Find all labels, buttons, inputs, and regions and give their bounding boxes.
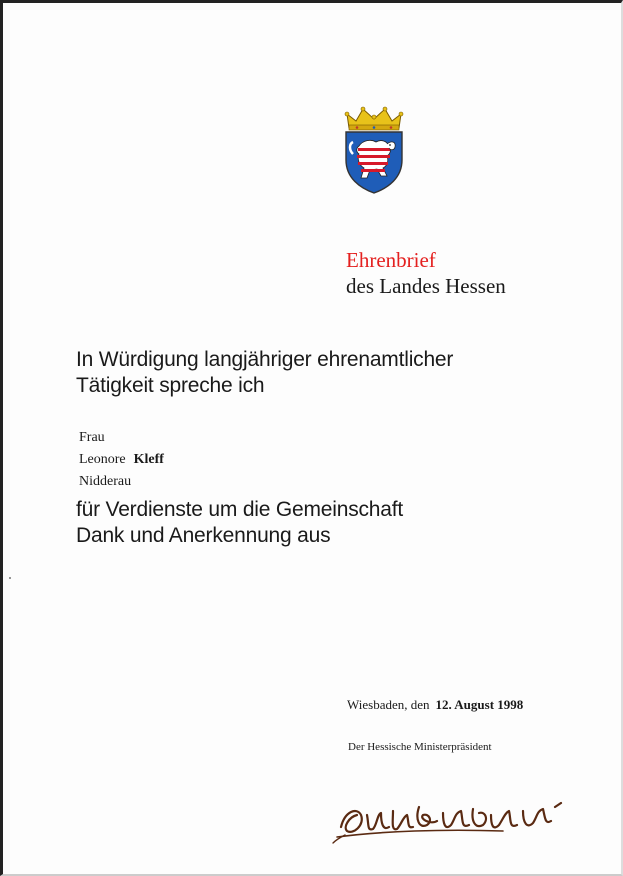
merit-line-2: Dank und Anerkennung aus: [76, 524, 331, 547]
title-ehrenbrief: Ehrenbrief: [346, 248, 436, 272]
recipient-city: Nidderau: [79, 474, 132, 489]
recipient-name: [79, 449, 164, 471]
title-landes-hessen: des Landes Hessen: [346, 274, 506, 298]
intro-text: [76, 347, 453, 399]
merit-text: [76, 497, 403, 549]
handwritten-signature: [323, 785, 583, 855]
intro-line-2: Tätigkeit spreche ich: [76, 374, 265, 397]
issue-date: 12. August 1998: [435, 697, 524, 712]
certificate-title: [346, 247, 506, 299]
place-text: Wiesbaden, den: [347, 697, 430, 712]
shield-icon: [346, 132, 402, 193]
recipient-first-name: Leonore: [79, 452, 126, 467]
signatory-office: Der Hessische Ministerpräsident: [348, 741, 492, 753]
hessen-coat-of-arms-icon: [343, 106, 405, 194]
recipient-surname: Kleff: [133, 452, 164, 467]
recipient-salutation: Frau: [79, 430, 105, 445]
merit-line-1: für Verdienste um die Gemeinschaft: [76, 498, 404, 521]
place-date-line: [347, 697, 523, 713]
intro-line-1: In Würdigung langjähriger ehrenamtlicher: [76, 348, 454, 371]
recipient-block: [79, 427, 164, 493]
paper-speck: [9, 577, 11, 579]
crown-icon: [345, 107, 403, 130]
